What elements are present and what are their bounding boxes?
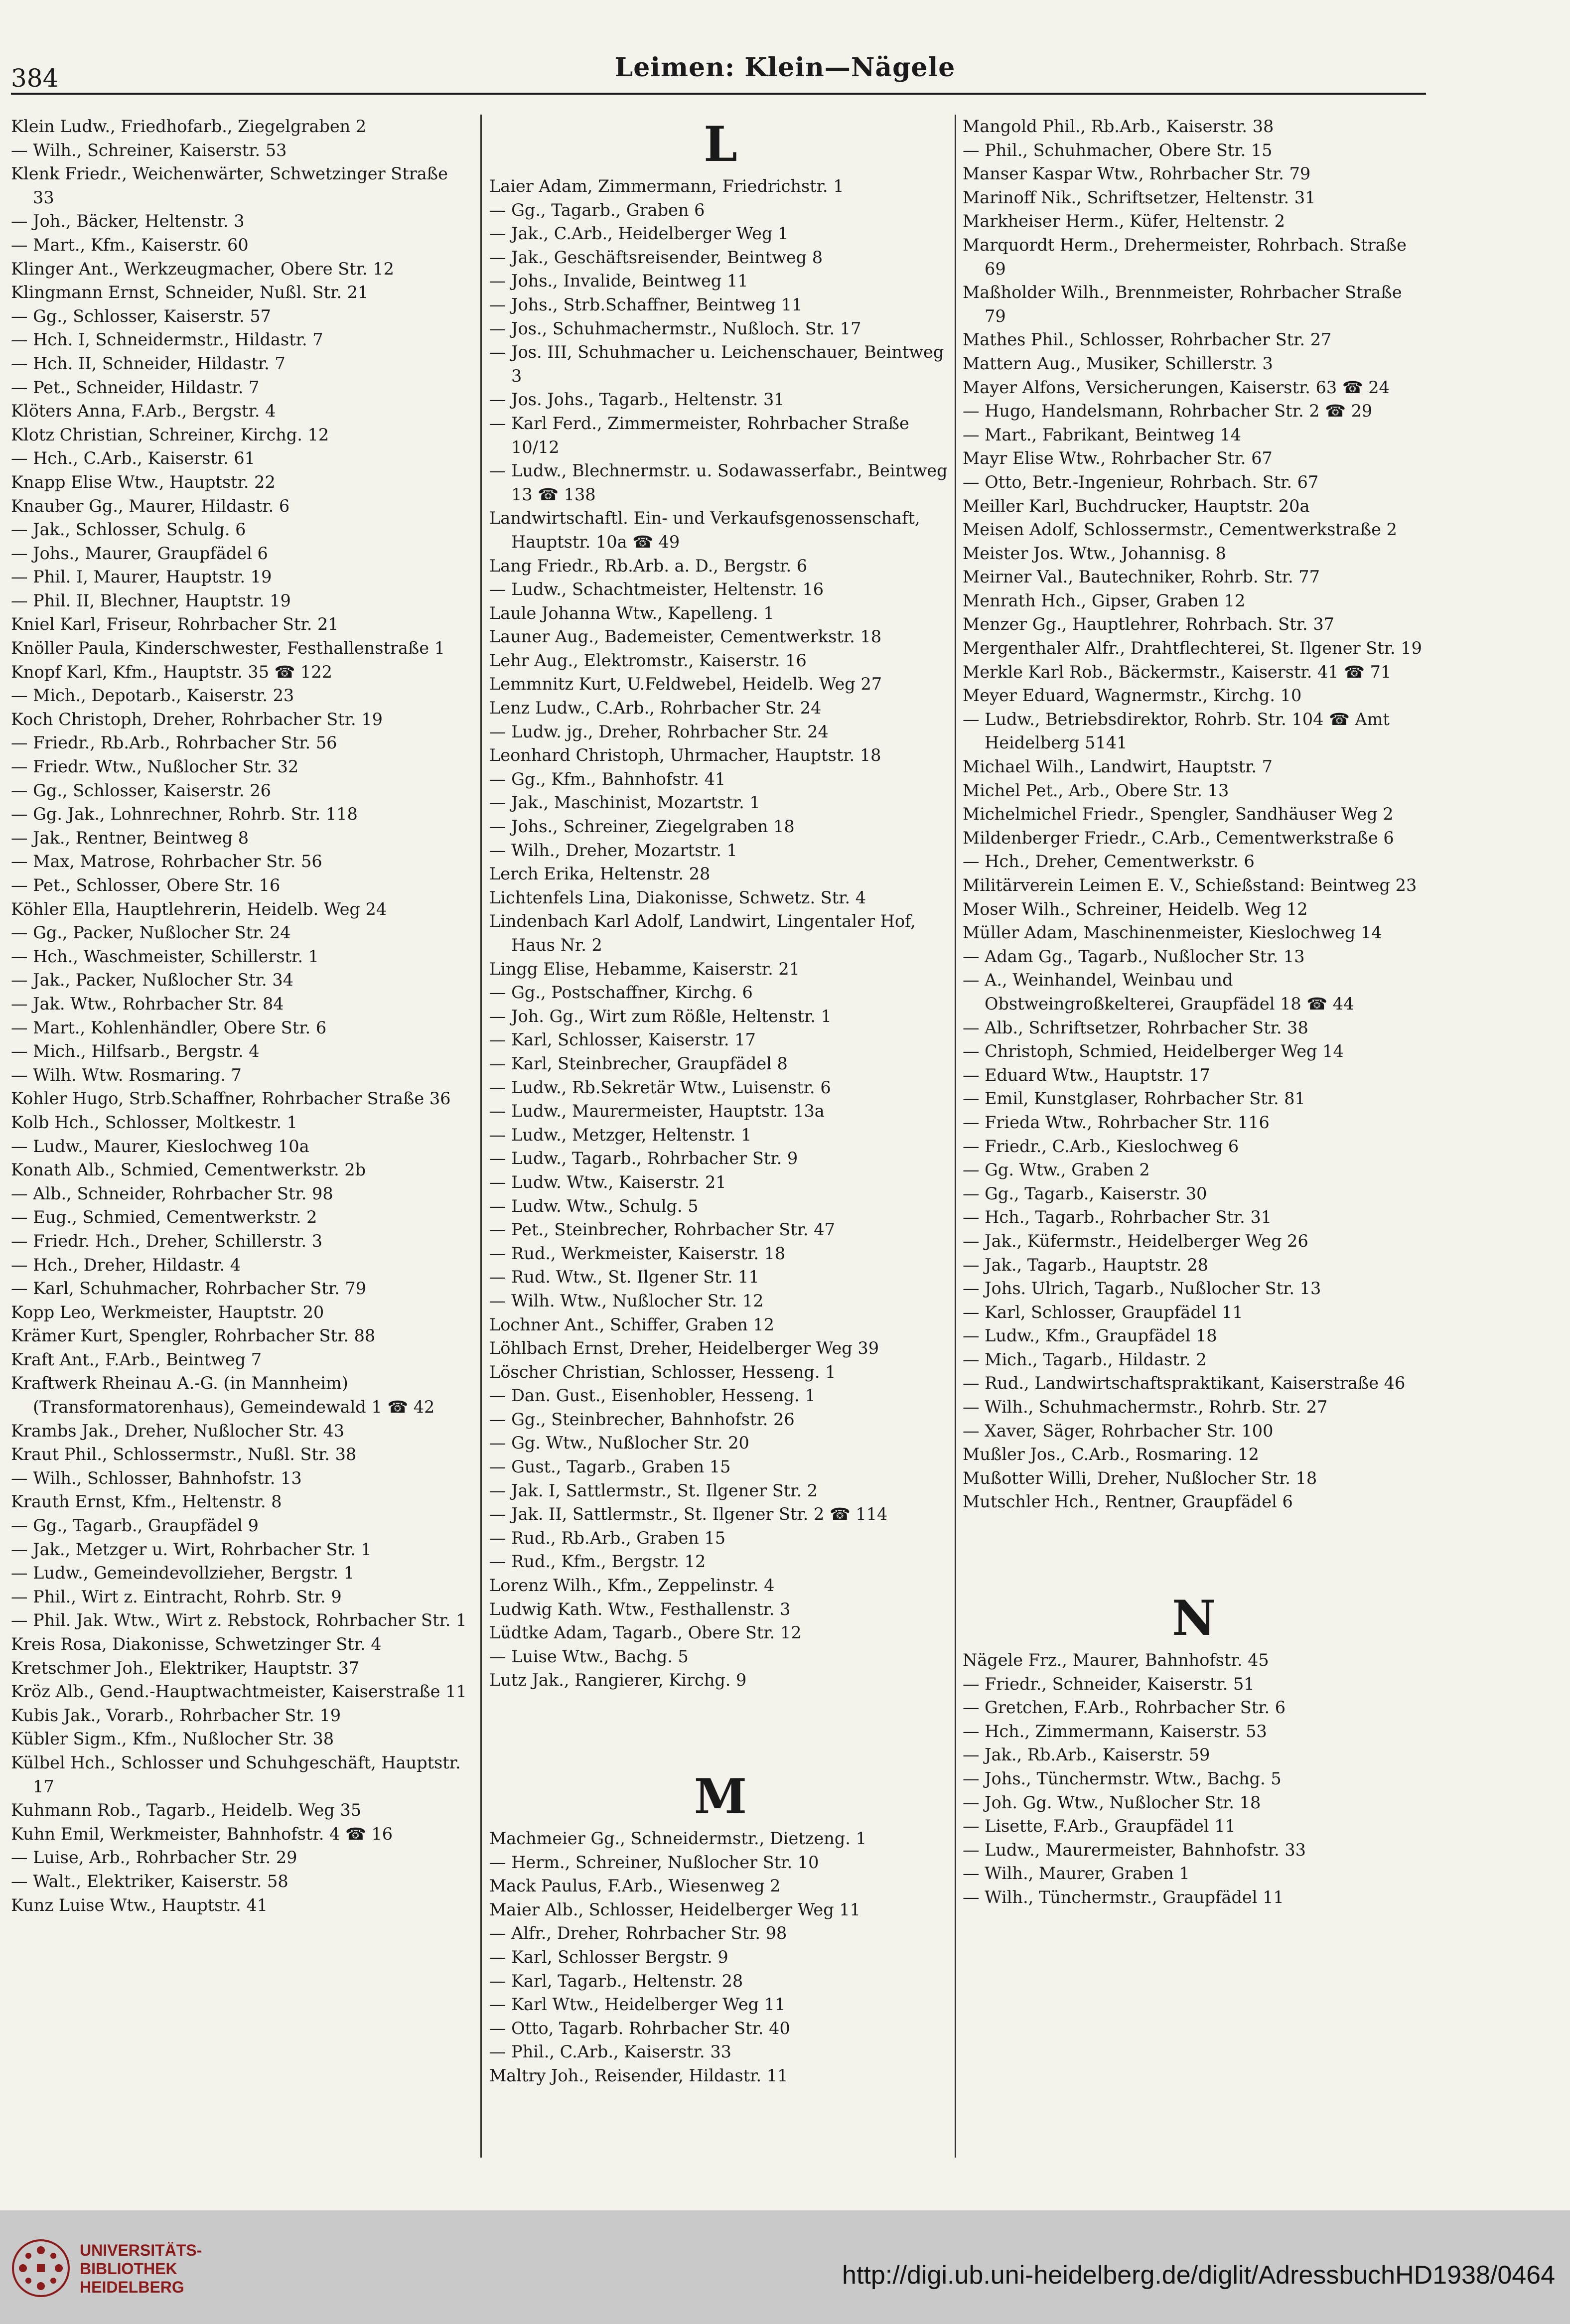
directory-entry: — Mart., Kfm., Kaiserstr. 60 <box>11 235 249 255</box>
header-rule <box>11 93 1426 95</box>
directory-entry: Kreis Rosa, Diakonisse, Schwetzinger Str. 4 <box>11 1634 382 1654</box>
directory-entry: — Rud., Werkmeister, Kaiserstr. 18 <box>489 1243 786 1263</box>
directory-entry: Kopp Leo, Werkmeister, Hauptstr. 20 <box>11 1302 324 1322</box>
directory-entry: — Gg. Jak., Lohnrechner, Rohrb. Str. 118 <box>11 804 358 824</box>
directory-entry: — Hch., Zimmermann, Kaiserstr. 53 <box>963 1721 1267 1741</box>
directory-entry: — Luise, Arb., Rohrbacher Str. 29 <box>11 1848 297 1868</box>
directory-entry: Markheiser Herm., Küfer, Heltenstr. 2 <box>963 211 1285 231</box>
directory-entry: Lüdtke Adam, Tagarb., Obere Str. 12 <box>489 1623 802 1643</box>
directory-entry: Kröz Alb., Gend.-Hauptwachtmeister, Kaiserstraße 11 <box>11 1682 467 1702</box>
directory-entry: — Jak., Metzger u. Wirt, Rohrbacher Str. 1 <box>11 1539 372 1559</box>
library-logo-icon <box>11 2238 71 2298</box>
directory-entry: Mergenthaler Alfr., Drahtflechterei, St. Ilgener Str. 19 <box>963 638 1422 658</box>
directory-entry: Mildenberger Friedr., C.Arb., Cementwerkstraße 6 <box>963 828 1394 848</box>
directory-entry: — Gg., Kfm., Bahnhofstr. 41 <box>489 769 726 789</box>
directory-entry: Mayer Alfons, Versicherungen, Kaiserstr. 63 ☎ 24 <box>963 377 1390 397</box>
directory-entry: Klöters Anna, F.Arb., Bergstr. 4 <box>11 401 276 421</box>
column-2 <box>489 115 953 2138</box>
column-3 <box>963 115 1426 2138</box>
directory-entry: Mangold Phil., Rb.Arb., Kaiserstr. 38 <box>963 117 1274 136</box>
directory-entry: — Ludw., Maurer, Kieslochweg 10a <box>11 1136 309 1156</box>
directory-entry: Machmeier Gg., Schneidermstr., Dietzeng. 1 <box>489 1829 866 1848</box>
directory-entry: — Phil., Wirt z. Eintracht, Rohrb. Str. 9 <box>11 1587 342 1606</box>
directory-entry: — Joh. Gg., Wirt zum Rößle, Heltenstr. 1 <box>489 1006 832 1026</box>
directory-entry: — Karl, Schuhmacher, Rohrbacher Str. 79 <box>11 1279 367 1299</box>
directory-entry: — Hch., Waschmeister, Schillerstr. 1 <box>11 946 319 966</box>
directory-entry: — Hch. I, Schneidermstr., Hildastr. 7 <box>11 330 323 350</box>
directory-entry: Lenz Ludw., C.Arb., Rohrbacher Str. 24 <box>489 698 822 718</box>
directory-entry: Klotz Christian, Schreiner, Kirchg. 12 <box>11 425 329 444</box>
directory-entry: Mußler Jos., C.Arb., Rosmaring. 12 <box>963 1445 1259 1464</box>
directory-entry: — Ludw., Kfm., Graupfädel 18 <box>963 1326 1217 1346</box>
directory-entry: — Friedr., Rb.Arb., Rohrbacher Str. 56 <box>11 733 337 753</box>
directory-entry: — Hch. II, Schneider, Hildastr. 7 <box>11 353 285 373</box>
directory-entry: Menrath Hch., Gipser, Graben 12 <box>963 590 1246 610</box>
directory-entry: — Ludw., Betriebsdirektor, Rohrb. Str. 104 ☎ Amt Heidelberg 5141 <box>963 709 1390 753</box>
directory-entry: — Rud. Wtw., St. Ilgener Str. 11 <box>489 1267 759 1287</box>
directory-entry: — Rud., Rb.Arb., Graben 15 <box>489 1528 726 1548</box>
column-divider <box>480 115 482 2158</box>
directory-entry: — Alb., Schriftsetzer, Rohrbacher Str. 38 <box>963 1017 1308 1037</box>
directory-entry: Külbel Hch., Schlosser und Schuhgeschäft, Hauptstr. 17 <box>11 1752 461 1796</box>
directory-entry: — Wilh. Wtw., Nußlocher Str. 12 <box>489 1291 764 1310</box>
directory-entry: — Friedr., C.Arb., Kieslochweg 6 <box>963 1136 1239 1156</box>
section-l-entries <box>489 174 953 1692</box>
directory-entry: — Ludw. Wtw., Kaiserstr. 21 <box>489 1172 726 1192</box>
directory-entry: Leonhard Christoph, Uhrmacher, Hauptstr. 18 <box>489 745 881 765</box>
directory-entry: Kraftwerk Rheinau A.-G. (in Mannheim) (Transformatorenhaus), Gemeindewald 1 ☎ 42 <box>11 1373 435 1417</box>
directory-entry: — Wilh., Schuhmachermstr., Rohrb. Str. 27 <box>963 1397 1328 1417</box>
directory-entry: — Christoph, Schmied, Heidelberger Weg 14 <box>963 1041 1344 1061</box>
directory-entry: — Eug., Schmied, Cementwerkstr. 2 <box>11 1207 317 1227</box>
directory-entry: Meister Jos. Wtw., Johannisg. 8 <box>963 543 1226 563</box>
page-number: 384 <box>11 64 59 93</box>
directory-entry: — Wilh., Tünchermstr., Graupfädel 11 <box>963 1887 1284 1907</box>
directory-entry: — Rud., Landwirtschaftspraktikant, Kaiserstraße 46 <box>963 1373 1406 1393</box>
directory-entry: — Emil, Kunstglaser, Rohrbacher Str. 81 <box>963 1089 1305 1109</box>
directory-entry: — Johs. Ulrich, Tagarb., Nußlocher Str. 13 <box>963 1279 1321 1299</box>
section-m-continued-entries <box>963 115 1426 1514</box>
directory-entry: — Pet., Schneider, Hildastr. 7 <box>11 377 260 397</box>
directory-entry: — Mart., Fabrikant, Beintweg 14 <box>963 425 1241 444</box>
directory-entry: — Ludw. jg., Dreher, Rohrbacher Str. 24 <box>489 722 829 741</box>
directory-entry: — Dan. Gust., Eisenhobler, Hesseng. 1 <box>489 1386 816 1406</box>
directory-entry: — Hugo, Handelsmann, Rohrbacher Str. 2 ☎ 29 <box>963 401 1373 421</box>
directory-entry: — Ludw., Maurermeister, Bahnhofstr. 33 <box>963 1840 1306 1860</box>
directory-entry: Marinoff Nik., Schriftsetzer, Heltenstr. 31 <box>963 187 1316 207</box>
directory-entry: Lang Friedr., Rb.Arb. a. D., Bergstr. 6 <box>489 556 808 576</box>
directory-entry: Launer Aug., Bademeister, Cementwerkstr. 18 <box>489 627 882 647</box>
directory-entry: Menzer Gg., Hauptlehrer, Rohrbach. Str. 37 <box>963 614 1334 634</box>
directory-entry: — Ludw., Schachtmeister, Heltenstr. 16 <box>489 580 824 599</box>
directory-entry: — Jak., Packer, Nußlocher Str. 34 <box>11 970 293 990</box>
directory-entry: — Ludw., Rb.Sekretär Wtw., Luisenstr. 6 <box>489 1077 831 1097</box>
section-letter-m: M <box>694 1768 748 1825</box>
directory-entry: — Jak., Rb.Arb., Kaiserstr. 59 <box>963 1745 1210 1765</box>
directory-entry: Lorenz Wilh., Kfm., Zeppelinstr. 4 <box>489 1576 775 1596</box>
directory-entry: Knapp Elise Wtw., Hauptstr. 22 <box>11 472 276 492</box>
directory-entry: — Jak., Schlosser, Schulg. 6 <box>11 520 246 540</box>
directory-entry: — Gg. Wtw., Nußlocher Str. 20 <box>489 1433 749 1453</box>
directory-entry: — Gg., Postschaffner, Kirchg. 6 <box>489 983 753 1003</box>
directory-entry: — Gg., Schlosser, Kaiserstr. 57 <box>11 306 271 326</box>
directory-entry: Maßholder Wilh., Brennmeister, Rohrbacher Straße 79 <box>963 283 1402 326</box>
directory-entry: — Ludw., Blechnermstr. u. Sodawasserfabr., Beintweg 13 ☎ 138 <box>489 461 948 504</box>
directory-entry: — Luise Wtw., Bachg. 5 <box>489 1646 689 1666</box>
directory-entry: — Max, Matrose, Rohrbacher Str. 56 <box>11 852 322 872</box>
directory-entry: — Xaver, Säger, Rohrbacher Str. 100 <box>963 1421 1274 1441</box>
directory-entry: — Otto, Betr.-Ingenieur, Rohrbach. Str. 67 <box>963 472 1319 492</box>
directory-entry: Manser Kaspar Wtw., Rohrbacher Str. 79 <box>963 164 1311 184</box>
directory-entry: — Karl, Schlosser, Graupfädel 11 <box>963 1302 1243 1322</box>
directory-entry: — Joh. Gg. Wtw., Nußlocher Str. 18 <box>963 1792 1261 1812</box>
directory-entry: — Ludw., Maurermeister, Hauptstr. 13a <box>489 1101 825 1121</box>
directory-entry: — Karl, Schlosser Bergstr. 9 <box>489 1947 728 1967</box>
directory-entry: Meyer Eduard, Wagnermstr., Kirchg. 10 <box>963 686 1302 706</box>
directory-entry: Lichtenfels Lina, Diakonisse, Schwetz. Str. 4 <box>489 887 866 907</box>
directory-entry: Michelmichel Friedr., Spengler, Sandhäuser Weg 2 <box>963 804 1394 824</box>
directory-entry: — Phil. Jak. Wtw., Wirt z. Rebstock, Rohrbacher Str. 1 <box>11 1610 467 1630</box>
column-divider <box>955 115 956 2158</box>
section-n-entries <box>963 1648 1426 1909</box>
section-letter-n: N <box>1172 1590 1217 1647</box>
directory-entry: — Karl, Tagarb., Heltenstr. 28 <box>489 1971 743 1991</box>
directory-entry: Michael Wilh., Landwirt, Hauptstr. 7 <box>963 757 1273 777</box>
directory-entry: Knopf Karl, Kfm., Hauptstr. 35 ☎ 122 <box>11 662 332 682</box>
directory-entry: Meiller Karl, Buchdrucker, Hauptstr. 20a <box>963 496 1310 516</box>
directory-entry: — Ludw. Wtw., Schulg. 5 <box>489 1196 699 1216</box>
library-logo-text: UNIVERSITÄTS- BIBLIOTHEK HEIDELBERG <box>80 2241 202 2296</box>
directory-entry: Lochner Ant., Schiffer, Graben 12 <box>489 1314 775 1334</box>
directory-entry: Marquordt Herm., Drehermeister, Rohrbach. Straße 69 <box>963 235 1407 279</box>
directory-entry: — Jak. II, Sattlermstr., St. Ilgener Str. 2 ☎ 114 <box>489 1504 888 1524</box>
directory-entry: — Friedr. Wtw., Nußlocher Str. 32 <box>11 757 299 777</box>
directory-entry: — Phil. I, Maurer, Hauptstr. 19 <box>11 567 272 587</box>
directory-entry: Mack Paulus, F.Arb., Wiesenweg 2 <box>489 1876 781 1896</box>
directory-entry: Kübler Sigm., Kfm., Nußlocher Str. 38 <box>11 1729 334 1749</box>
directory-entry: Knauber Gg., Maurer, Hildastr. 6 <box>11 496 290 516</box>
directory-entry: — Pet., Schlosser, Obere Str. 16 <box>11 875 281 895</box>
directory-entry: — Jos., Schuhmachermstr., Nußloch. Str. 17 <box>489 318 861 338</box>
directory-entry: — Gg. Wtw., Graben 2 <box>963 1160 1150 1180</box>
directory-entry: Klein Ludw., Friedhofarb., Ziegelgraben 2 <box>11 117 367 136</box>
directory-entry: — Jak., Rentner, Beintweg 8 <box>11 828 249 848</box>
directory-entry: — Johs., Schreiner, Ziegelgraben 18 <box>489 817 795 837</box>
directory-entry: Löhlbach Ernst, Dreher, Heidelberger Weg 39 <box>489 1338 879 1358</box>
directory-entry: Mußotter Willi, Dreher, Nußlocher Str. 18 <box>963 1468 1317 1488</box>
directory-entry: Maltry Joh., Reisender, Hildastr. 11 <box>489 2065 788 2085</box>
directory-entry: — Herm., Schreiner, Nußlocher Str. 10 <box>489 1852 819 1872</box>
directory-entry: — Ludw., Gemeindevollzieher, Bergstr. 1 <box>11 1563 355 1583</box>
directory-entry: — Alfr., Dreher, Rohrbacher Str. 98 <box>489 1923 787 1943</box>
directory-entry: Meisen Adolf, Schlossermstr., Cementwerkstraße 2 <box>963 520 1397 540</box>
directory-entry: — Mich., Tagarb., Hildastr. 2 <box>963 1349 1207 1369</box>
directory-entry: Landwirtschaftl. Ein- und Verkaufsgenossenschaft, Hauptstr. 10a ☎ 49 <box>489 508 920 552</box>
directory-entry: Kraut Phil., Schlossermstr., Nußl. Str. 38 <box>11 1445 357 1464</box>
directory-entry: Laier Adam, Zimmermann, Friedrichstr. 1 <box>489 176 844 196</box>
directory-entry: — Alb., Schneider, Rohrbacher Str. 98 <box>11 1183 333 1203</box>
directory-entry: — Phil., C.Arb., Kaiserstr. 33 <box>489 2042 731 2062</box>
directory-entry: — Pet., Steinbrecher, Rohrbacher Str. 47 <box>489 1220 835 1240</box>
directory-entry: — Johs., Tünchermstr. Wtw., Bachg. 5 <box>963 1769 1282 1788</box>
directory-entry: — Karl, Schlosser, Kaiserstr. 17 <box>489 1030 756 1050</box>
directory-entry: Moser Wilh., Schreiner, Heidelb. Weg 12 <box>963 899 1308 919</box>
directory-entry: Michel Pet., Arb., Obere Str. 13 <box>963 780 1229 800</box>
directory-entry: — Hch., Dreher, Cementwerkstr. 6 <box>963 852 1255 872</box>
directory-entry: — Hch., C.Arb., Kaiserstr. 61 <box>11 448 255 468</box>
directory-entry: — Jos. III, Schuhmacher u. Leichenschauer, Beintweg 3 <box>489 342 944 386</box>
directory-entry: — Ludw., Tagarb., Rohrbacher Str. 9 <box>489 1149 798 1168</box>
directory-entry: Lutz Jak., Rangierer, Kirchg. 9 <box>489 1670 747 1690</box>
directory-entry: Kretschmer Joh., Elektriker, Hauptstr. 37 <box>11 1658 360 1678</box>
column-1 <box>11 115 474 2138</box>
directory-entry: — Frieda Wtw., Rohrbacher Str. 116 <box>963 1112 1270 1132</box>
directory-entry: — Karl Wtw., Heidelberger Weg 11 <box>489 1995 786 2015</box>
directory-entry: Laule Johanna Wtw., Kapelleng. 1 <box>489 603 774 623</box>
directory-entry: — Jak., Tagarb., Hauptstr. 28 <box>963 1255 1208 1275</box>
directory-entry: Klingmann Ernst, Schneider, Nußl. Str. 21 <box>11 283 369 302</box>
page-header <box>0 0 1570 95</box>
directory-entry: — Phil., Schuhmacher, Obere Str. 15 <box>963 140 1273 160</box>
directory-entry: Knöller Paula, Kinderschwester, Festhallenstraße 1 <box>11 638 445 658</box>
directory-entry: — Friedr., Schneider, Kaiserstr. 51 <box>963 1674 1255 1694</box>
directory-entry: — Johs., Strb.Schaffner, Beintweg 11 <box>489 294 803 314</box>
directory-entry: Lerch Erika, Heltenstr. 28 <box>489 864 711 884</box>
directory-entry: Ludwig Kath. Wtw., Festhallenstr. 3 <box>489 1599 791 1619</box>
directory-entry: — Lisette, F.Arb., Graupfädel 11 <box>963 1816 1236 1836</box>
section-m-entries <box>489 1827 953 2088</box>
running-head: Leimen: Klein—Nägele <box>614 52 956 83</box>
directory-entry: Klenk Friedr., Weichenwärter, Schwetzinger Straße 33 <box>11 164 448 207</box>
directory-entry: — Karl, Steinbrecher, Graupfädel 8 <box>489 1053 788 1073</box>
directory-entry: — Gg., Tagarb., Kaiserstr. 30 <box>963 1183 1207 1203</box>
directory-entry: — Wilh., Maurer, Graben 1 <box>963 1864 1190 1884</box>
directory-entry: — Wilh., Dreher, Mozartstr. 1 <box>489 840 737 860</box>
directory-entry: — Wilh., Schreiner, Kaiserstr. 53 <box>11 140 287 160</box>
directory-entry: Löscher Christian, Schlosser, Hesseng. 1 <box>489 1362 836 1382</box>
directory-entry: — Hch., Dreher, Hildastr. 4 <box>11 1255 241 1275</box>
directory-entry: — Jak. Wtw., Rohrbacher Str. 84 <box>11 994 284 1014</box>
directory-entry: Meirner Val., Bautechniker, Rohrb. Str. 77 <box>963 567 1320 587</box>
section-letter-l: L <box>704 116 738 172</box>
directory-entry: Konath Alb., Schmied, Cementwerkstr. 2b <box>11 1160 366 1180</box>
directory-entry: Militärverein Leimen E. V., Schießstand: Beintweg 23 <box>963 875 1417 895</box>
directory-entry: Kohler Hugo, Strb.Schaffner, Rohrbacher Straße 36 <box>11 1089 451 1109</box>
directory-entry: — Otto, Tagarb. Rohrbacher Str. 40 <box>489 2018 790 2038</box>
directory-entry: Mayr Elise Wtw., Rohrbacher Str. 67 <box>963 448 1273 468</box>
directory-entry: Kuhn Emil, Werkmeister, Bahnhofstr. 4 ☎ 16 <box>11 1824 393 1844</box>
directory-entry: Mathes Phil., Schlosser, Rohrbacher Str. 27 <box>963 330 1332 350</box>
directory-entry: Mattern Aug., Musiker, Schillerstr. 3 <box>963 353 1273 373</box>
directory-entry: — Jak., Geschäftsreisender, Beintweg 8 <box>489 247 823 267</box>
directory-entry: Lingg Elise, Hebamme, Kaiserstr. 21 <box>489 959 800 979</box>
directory-entry: Kraft Ant., F.Arb., Beintweg 7 <box>11 1349 262 1369</box>
library-logo <box>11 2228 202 2308</box>
directory-entry: Lehr Aug., Elektromstr., Kaiserstr. 16 <box>489 650 807 670</box>
directory-entry: — Wilh. Wtw. Rosmaring. 7 <box>11 1065 242 1085</box>
directory-entry: — Eduard Wtw., Hauptstr. 17 <box>963 1065 1210 1085</box>
directory-entry: — Wilh., Schlosser, Bahnhofstr. 13 <box>11 1468 302 1488</box>
directory-entry: — Mart., Kohlenhändler, Obere Str. 6 <box>11 1017 327 1037</box>
directory-entry: — Gg., Tagarb., Graupfädel 9 <box>11 1516 259 1536</box>
directory-entry: Nägele Frz., Maurer, Bahnhofstr. 45 <box>963 1650 1269 1670</box>
directory-entry: — Johs., Invalide, Beintweg 11 <box>489 271 748 291</box>
directory-entry: Kunz Luise Wtw., Hauptstr. 41 <box>11 1895 268 1915</box>
directory-entry: — Karl Ferd., Zimmermeister, Rohrbacher Straße 10/12 <box>489 413 909 457</box>
directory-entry: — Joh., Bäcker, Heltenstr. 3 <box>11 211 245 231</box>
directory-entry: — Gg., Packer, Nußlocher Str. 24 <box>11 923 291 943</box>
directory-entry: — Mich., Depotarb., Kaiserstr. 23 <box>11 686 294 706</box>
directory-entry: Krambs Jak., Dreher, Nußlocher Str. 43 <box>11 1421 345 1441</box>
footer-bar <box>0 2210 1570 2324</box>
directory-entry: — Jak. I, Sattlermstr., St. Ilgener Str. 2 <box>489 1480 818 1500</box>
directory-entry: Maier Alb., Schlosser, Heidelberger Weg 11 <box>489 1899 860 1919</box>
directory-entry: Lindenbach Karl Adolf, Landwirt, Lingentaler Hof, Haus Nr. 2 <box>489 911 916 955</box>
directory-entry: — Gg., Steinbrecher, Bahnhofstr. 26 <box>489 1409 795 1429</box>
directory-entry: Köhler Ella, Hauptlehrerin, Heidelb. Weg 24 <box>11 899 387 919</box>
directory-entry: — Walt., Elektriker, Kaiserstr. 58 <box>11 1871 288 1891</box>
directory-entry: — Gretchen, F.Arb., Rohrbacher Str. 6 <box>963 1698 1286 1718</box>
directory-entry: — Gg., Schlosser, Kaiserstr. 26 <box>11 780 271 800</box>
directory-entry: — Gust., Tagarb., Graben 15 <box>489 1457 731 1477</box>
source-url-link[interactable]: http://digi.ub.uni-heidelberg.de/diglit/AdressbuchHD1938/0464 <box>842 2261 1555 2290</box>
directory-entry: Lemmnitz Kurt, U.Feldwebel, Heidelb. Weg 27 <box>489 674 882 694</box>
directory-entry: Müller Adam, Maschinenmeister, Kieslochweg 14 <box>963 923 1382 943</box>
directory-entry: Krauth Ernst, Kfm., Heltenstr. 8 <box>11 1492 282 1512</box>
directory-entry: Kolb Hch., Schlosser, Moltkestr. 1 <box>11 1112 297 1132</box>
directory-entry: — Friedr. Hch., Dreher, Schillerstr. 3 <box>11 1231 323 1251</box>
directory-entry: — Jak., Küfermstr., Heidelberger Weg 26 <box>963 1231 1308 1251</box>
directory-entry: Koch Christoph, Dreher, Rohrbacher Str. 19 <box>11 709 383 729</box>
directory-entry: — Ludw., Metzger, Heltenstr. 1 <box>489 1125 752 1145</box>
directory-entry: Kniel Karl, Friseur, Rohrbacher Str. 21 <box>11 614 339 634</box>
directory-entry: Mutschler Hch., Rentner, Graupfädel 6 <box>963 1492 1293 1512</box>
directory-entry: — Jak., Maschinist, Mozartstr. 1 <box>489 793 760 813</box>
directory-entry: — Hch., Tagarb., Rohrbacher Str. 31 <box>963 1207 1272 1227</box>
directory-entry: — Adam Gg., Tagarb., Nußlocher Str. 13 <box>963 946 1305 966</box>
directory-entry: — Jos. Johs., Tagarb., Heltenstr. 31 <box>489 390 785 410</box>
directory-entry: Klinger Ant., Werkzeugmacher, Obere Str. 12 <box>11 259 394 279</box>
directory-entry: Merkle Karl Rob., Bäckermstr., Kaiserstr. 41 ☎ 71 <box>963 662 1392 682</box>
directory-entry: — Gg., Tagarb., Graben 6 <box>489 200 705 220</box>
directory-entry: Kubis Jak., Vorarb., Rohrbacher Str. 19 <box>11 1705 341 1725</box>
directory-entry: — Mich., Hilfsarb., Bergstr. 4 <box>11 1041 260 1061</box>
directory-entry: — Phil. II, Blechner, Hauptstr. 19 <box>11 590 291 610</box>
directory-entry: — Jak., C.Arb., Heidelberger Weg 1 <box>489 224 789 244</box>
directory-entry: — Rud., Kfm., Bergstr. 12 <box>489 1552 706 1572</box>
directory-entry: — A., Weinhandel, Weinbau und Obstweingroßkelterei, Graupfädel 18 ☎ 44 <box>963 970 1354 1014</box>
directory-entry: Kuhmann Rob., Tagarb., Heidelb. Weg 35 <box>11 1800 362 1820</box>
directory-entry: Krämer Kurt, Spengler, Rohrbacher Str. 88 <box>11 1326 376 1346</box>
directory-entry: — Johs., Maurer, Graupfädel 6 <box>11 543 268 563</box>
